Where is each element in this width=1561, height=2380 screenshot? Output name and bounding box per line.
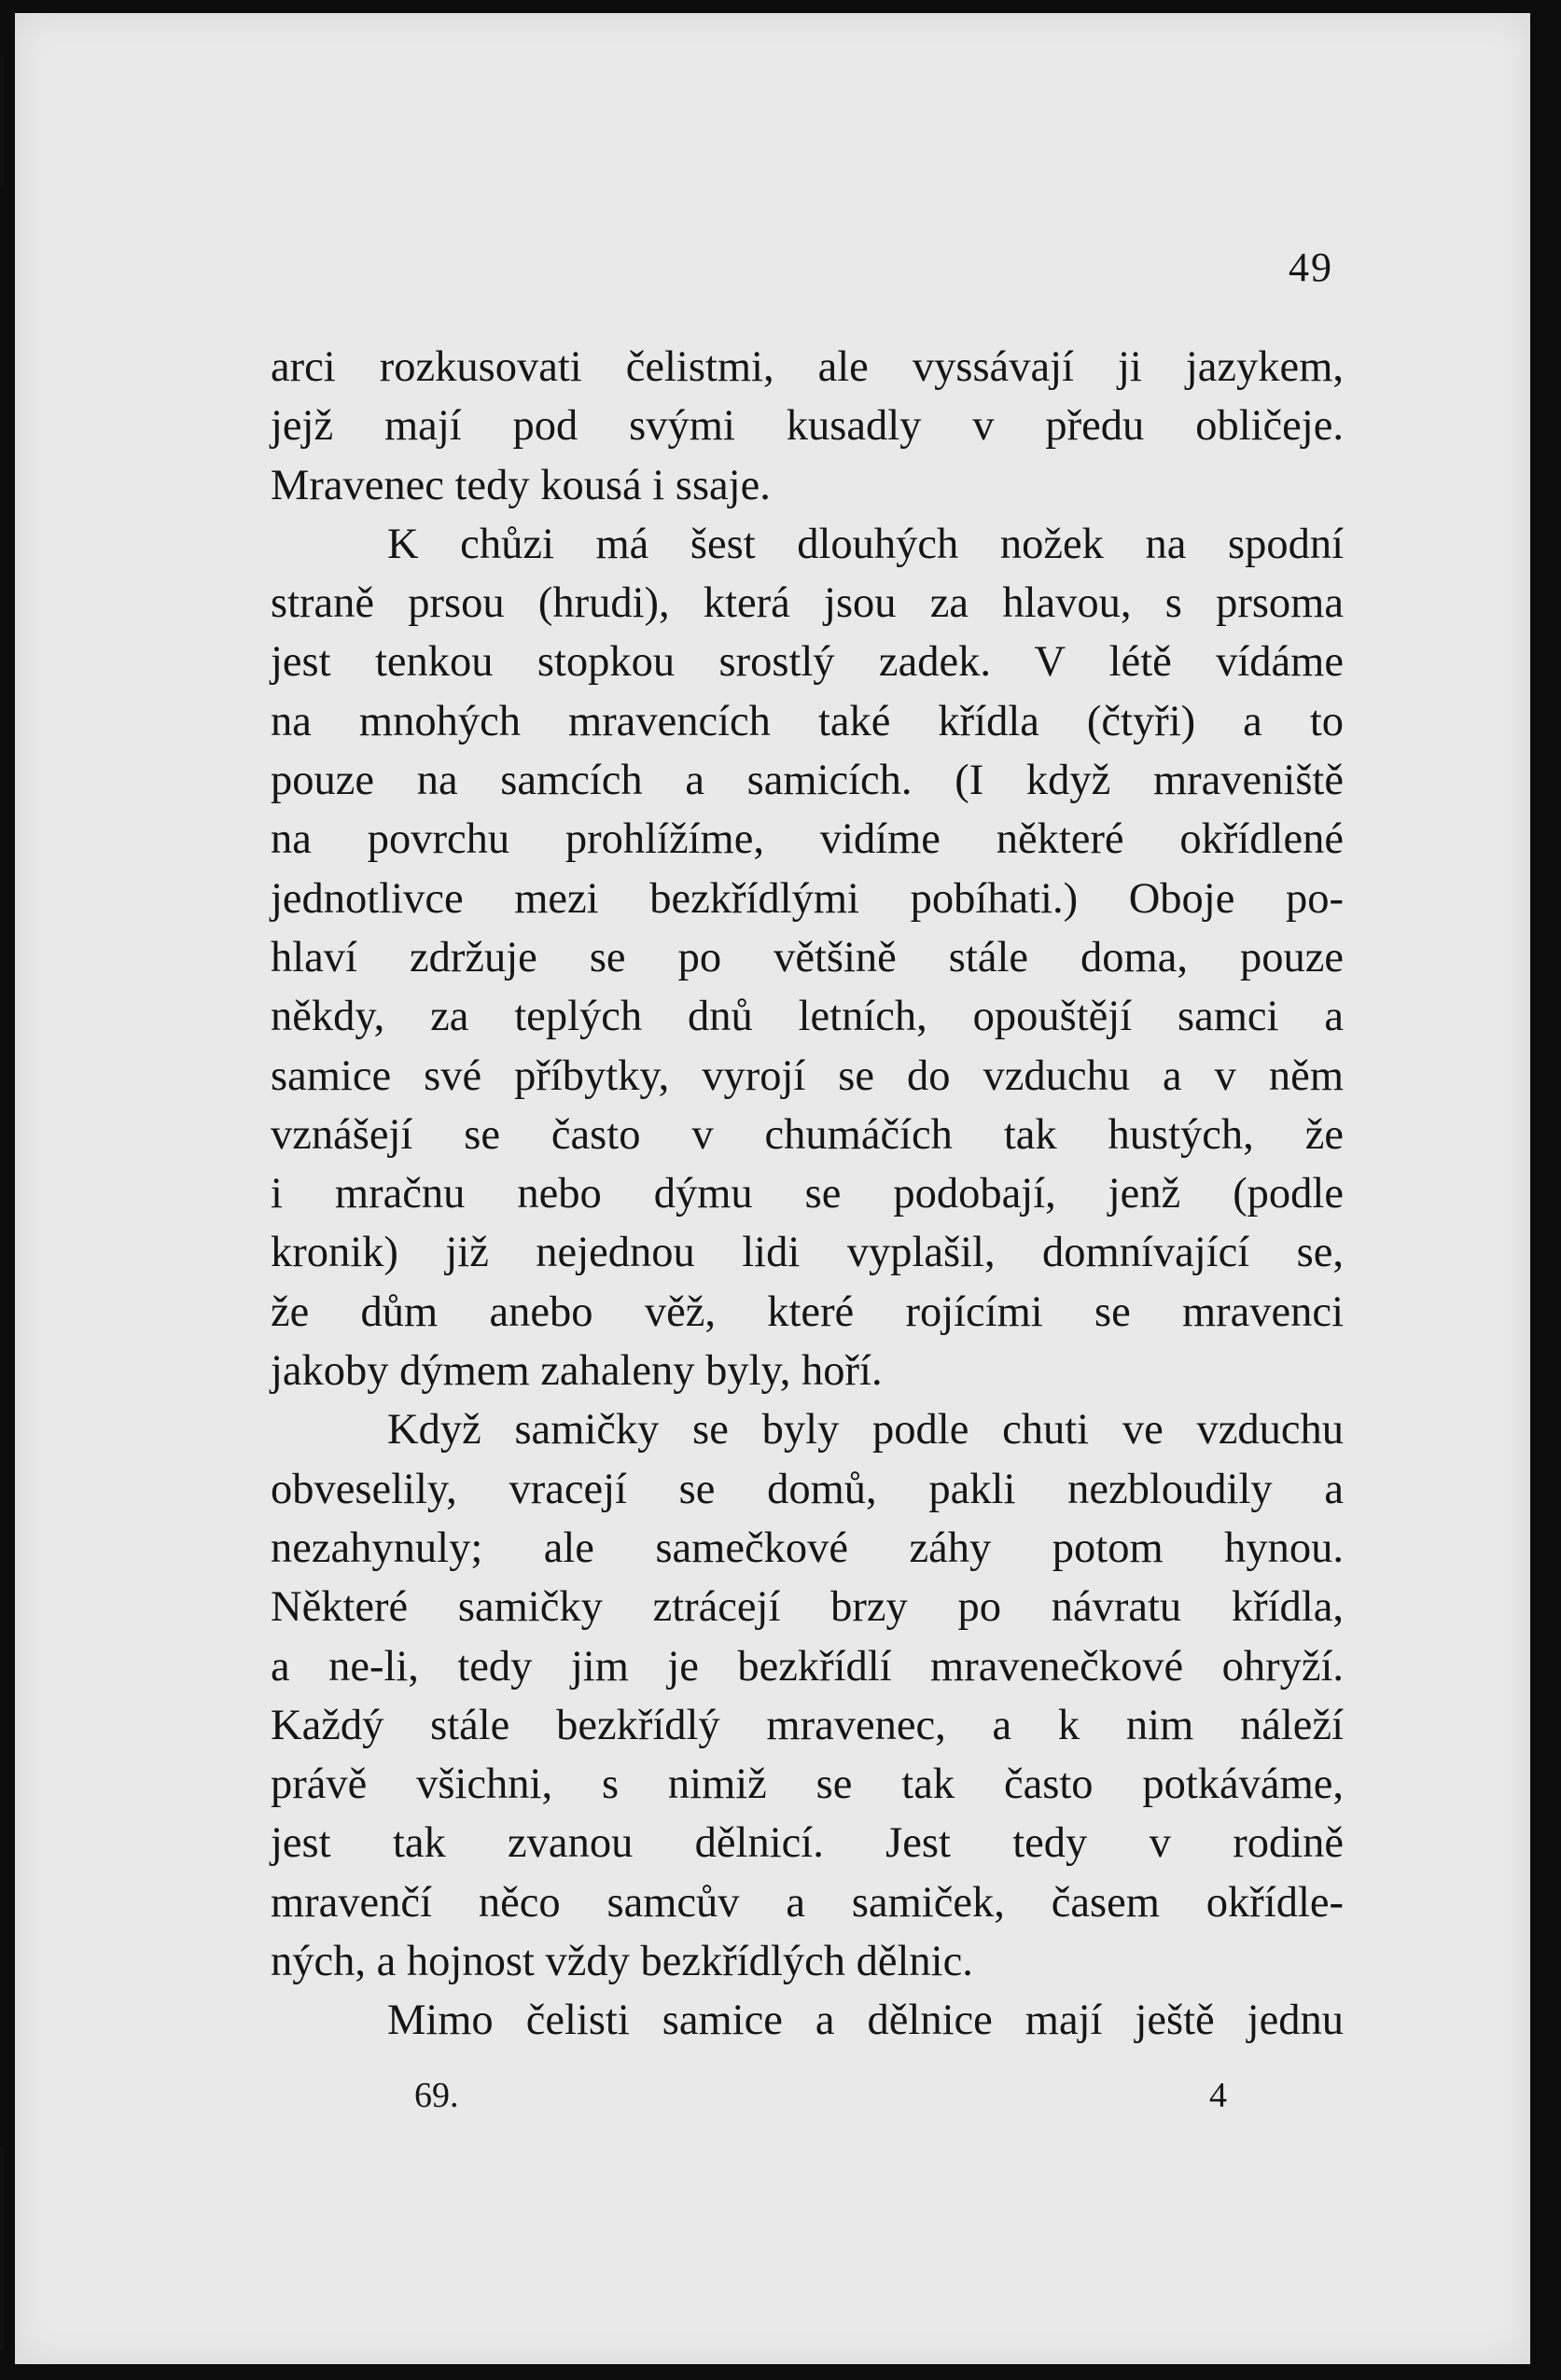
text-line: pouze na samcích a samicích. (I když mraveniště [271,757,1344,805]
text-line: Některé samičky ztrácejí brzy po návratu křídla, [271,1583,1344,1632]
text-line: samice své příbytky, vyrojí se do vzduchu a v něm [271,1051,1344,1100]
text-line: Když samičky se byly podle chuti ve vzduchu [387,1406,1344,1454]
text-line: arci rozkusovati čelistmi, ale vyssávají ji jazykem, [271,343,1344,391]
text-line: na povrchu prohlížíme, vidíme některé okřídlené [271,815,1344,864]
text-line: obveselily, vracejí se domů, pakli nezbloudily a [271,1465,1344,1513]
text-line: i mračnu nebo dýmu se podobají, jenž (podle [271,1170,1344,1218]
text-line: právě všichni, s nimiž se tak často potkáváme, [271,1761,1344,1809]
text-line: a ne-li, tedy jim je bezkřídlí mravenečkové ohryží. [271,1642,1344,1691]
body-text [271,338,1344,2051]
text-line: vznášejí se často v chumáčích tak hustých, že [271,1110,1344,1159]
text-line: někdy, za teplých dnů letních, opouštějí samci a [271,993,1344,1041]
footer-sheet-number: 4 [1209,2076,1227,2115]
text-line: ných, a hojnost vždy bezkřídlých dělnic. [271,1938,973,1986]
text-line: kronik) již nejednou lidi vyplašil, domnívající se, [271,1229,1344,1277]
text-line: Mimo čelisti samice a dělnice mají ještě jednu [387,1997,1344,2045]
text-line: že dům anebo věž, které rojícími se mravenci [271,1287,1344,1336]
text-line: straně prsou (hrudi), která jsou za hlavou, s prsoma [271,579,1344,628]
text-line: Každý stále bezkřídlý mravenec, a k nim náleží [271,1701,1344,1749]
text-line: jakoby dýmem zahaleny byly, hoří. [271,1347,883,1396]
text-line: jejž mají pod svými kusadly v předu obličeje. [271,402,1344,451]
book-page [15,13,1530,2364]
text-line: nezahynuly; ale samečkové záhy potom hynou. [271,1524,1344,1572]
text-line: mravenčí něco samcův a samiček, časem okřídle- [271,1878,1344,1927]
text-line: K chůzi má šest dlouhých nožek na spodní [387,520,1344,568]
scan-edge-mark [0,2146,4,2351]
text-line: jednotlivce mezi bezkřídlými pobíhati.) Oboje po- [271,874,1344,923]
page-number: 49 [1289,244,1333,290]
text-line: jest tenkou stopkou srostlý zadek. V létě vídáme [271,638,1344,687]
text-line: hlaví zdržuje se po většině stále doma, pouze [271,933,1344,981]
footer-signature: 69. [414,2076,459,2115]
text-line: na mnohých mravencích také křídla (čtyři) a to [271,697,1344,745]
text-line: Mravenec tedy kousá i ssaje. [271,461,771,509]
scan-edge-mark [0,56,4,187]
text-line: jest tak zvanou dělnicí. Jest tedy v rodině [271,1819,1344,1868]
